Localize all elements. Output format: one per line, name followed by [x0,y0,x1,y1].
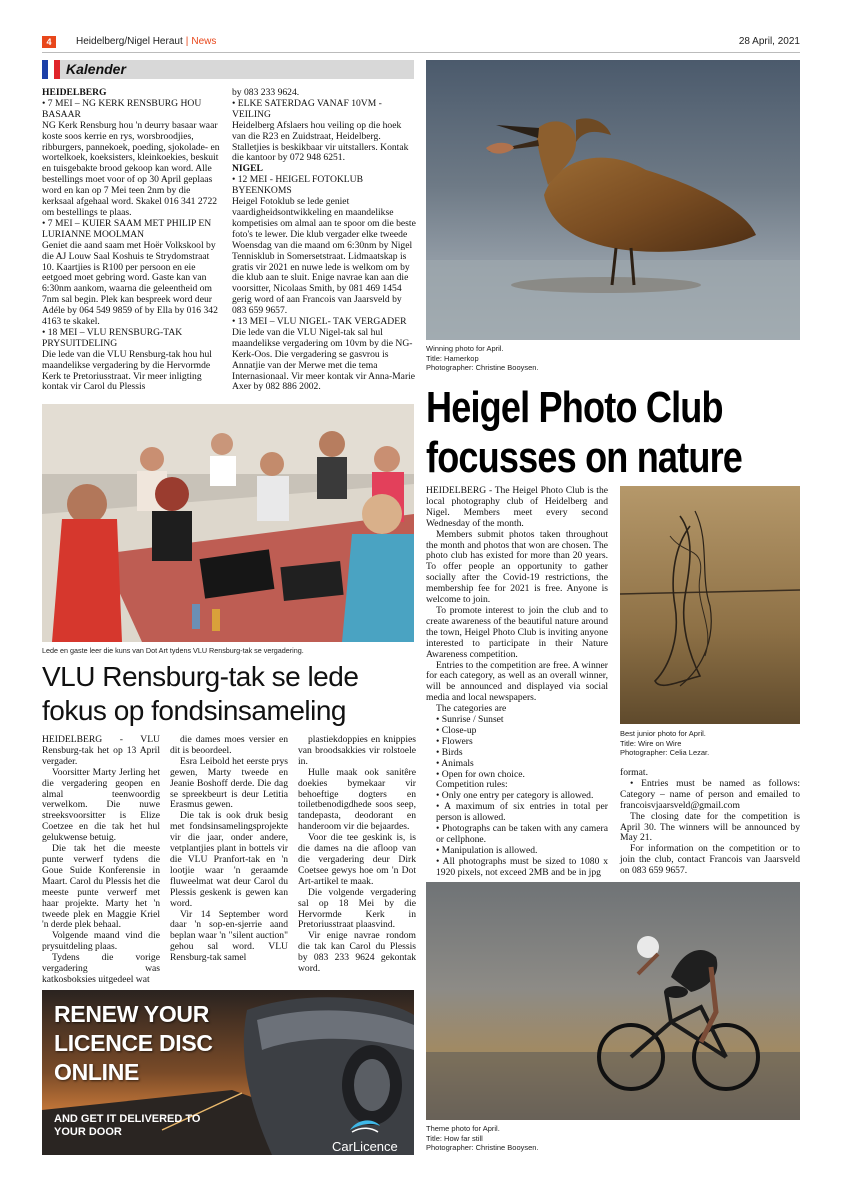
caption-line: Theme photo for April. [426,1124,500,1133]
article-paragraph: Die tak is ook druk besig met fondsinsamelingsprojekte vir die jaar, onder andere, vetplantjies plant in bottels vir die VLU Pranfort-tak en 'n lootjie waar 'n geraamde fluweelmat wat deur Carol du Plessis geskenk is gewen kan word. [170,810,288,909]
rule-item: • Manipulation is allowed. [436,846,608,857]
caption-line: Title: How far still [426,1133,483,1143]
vlu-column-1 [42,735,160,986]
hamerkop-photo [426,60,800,340]
page-header [42,34,800,53]
kalender-entry: • ELKE SATERDAG VANAF 10VM - VEILING [232,97,382,120]
rules-list [426,791,608,878]
kalender-entry: • 18 MEI – VLU RENSBURG-TAK PRYSUITDELING [42,326,183,349]
publication-name [76,36,216,47]
article-paragraph: Vir enige navrae rondom die tak kan Carol du Plessis by 083 233 9624 gekontak word. [298,930,416,975]
kalender-entry: Die lede van die VLU Rensburg-tak hou hul maandelikse vergadering by die Hervormde Kerk te Pretoriusstraat. Vir meer inligting kontak vir Carol du Plessis [42,348,212,393]
vlu-column-3 [298,735,416,975]
article-paragraph: • Entries must be named as follows: Category – name of person and emailed to francoisvjaarsveld@gmail.com [620,777,800,811]
category-item: • Open for own choice. [436,770,608,781]
ad-logo-text: CarLicence [332,1139,398,1154]
ad-subtitle-line: AND GET IT DELIVERED TO [54,1113,201,1125]
headline-line: fokus op fondsinsameling [42,695,346,726]
rule-item: • Only one entry per category is allowed. [436,791,608,802]
swirl-logo-icon [348,1118,382,1134]
carlicence-logo [332,1118,398,1154]
kalender-column-2 [232,88,416,393]
categories-list [426,715,608,780]
article-paragraph: die dames moes versier en dit is beoordeel. [170,734,288,756]
dot-art-caption: Lede en gaste leer die kuns van Dot Art tydens VLU Rensburg-tak se vergadering. [42,646,304,655]
rule-item: • Photographs can be taken with any camera or cellphone. [436,824,608,846]
kalender-section-bar [42,60,414,79]
kalender-entry: • 12 MEI - HEIGEL FOTOKLUB BYEENKOMS [232,174,363,197]
headline-line: Heigel Photo Club [426,383,723,432]
winning-photo-caption [426,344,726,373]
kalender-entry: Heidelberg Afslaers hou veiling op die hoek van die R23 en Zuidstraat, Heidelberg. Stalletjies is beskikbaar vir uitstallers. Kontak die kantoor by 072 948 6251. [232,119,409,164]
junior-photo-caption [620,729,800,758]
kalender-entry: Geniet die aand saam met Hoër Volkskool by die AJ Louw Saal Koshuis te Strydomstraat 10. Kaartjies is R100 per persoon en eie eetgoed moet gebring word. Gaste kan van 6:30nm aankom, waarna die geleentheid om 7nm sal begin. Plek kan bespreek word deur Adéle by 064 549 9859 of by Ella by 016 342 4163 te skakel. [42,239,218,328]
article-paragraph: Entries to the competition are free. A winner for each category, as well as an overall winner, will be announced and displayed via social media and local newspapers. [426,659,608,704]
kalender-entry: • 13 MEI – VLU NIGEL- TAK VERGADER [232,316,407,328]
article-paragraph: Hulle maak ook sanitêre doekies bymekaar vir behoeftige dogters en toiletbenodigdhede soos seep, tandepasta, deodorant en handeroom vir die bejaardes. [298,766,416,833]
category-item: • Birds [436,748,608,759]
kalender-entry: • 7 MEI – KUIER SAAM MET PHILIP EN LURIANNE MOOLMAN [42,217,212,240]
ad-subtitle-line: YOUR DOOR [54,1126,122,1138]
kalender-column-1 [42,88,222,393]
flag-icon [42,60,60,79]
article-paragraph: plastiekdoppies en knippies van broodsakkies vir rolstoele in. [298,734,416,767]
article-paragraph: HEIDELBERG - VLU Rensburg-tak het op 13 April vergader. [42,734,160,767]
cyclist-photo [426,882,800,1120]
section-name: News [191,36,217,47]
kalender-entry: by 083 233 9624. [232,87,300,98]
article-paragraph: format. [620,767,648,778]
article-paragraph: Voorsitter Marty Jerling het die vergadering geopen en almal teenwoordig verwelkom. Die nuwe streeksvoorsitter is Elize Coetzee en die tak het hul gelukwense betuig. [42,766,160,844]
photo-club-body-2 [620,768,800,877]
category-item: • Close-up [436,726,608,737]
dot-art-photo [42,404,414,642]
article-paragraph: Esra Leibold het eerste prys gewen, Marty tweede en Jeanie Boshoff derde. Die dag se spreekbeurt is deur Letitia Erasmus gewen. [170,755,288,811]
carlicence-advertisement[interactable] [42,990,414,1155]
categories-intro: The categories are [436,703,507,715]
caption-line: Photographer: Christine Booysen. [426,1143,539,1152]
page-number: 4 [42,36,56,48]
caption-line: Photographer: Celia Lezar. [620,748,710,757]
rules-intro: Competition rules: [436,779,508,791]
kalender-title: Kalender [66,61,126,77]
wire-photo [620,486,800,724]
kalender-entry: Heigel Fotoklub se lede geniet vaardigheidsontwikkeling en maandelikse kompetisies om almal aan te spoor om die beste foto's te lewer. Die klub vergader elke tweede Woensdag van die maand om 6:30nm by Nigel Tennisklub in Somersetstraat. Lidmaatskap is gratis vir 2021 en nuwe lede is welkom om by die klub aan te sluit. Enige navrae kan aan die voorsitter, Nicolaas Smith, by 081 469 1454 gerig word of aan Francois van Jaarsveld by 083 659 9657. [232,196,416,317]
ad-title-line: RENEW YOUR [54,1001,210,1027]
article-paragraph: Die volgende vergadering sal op 18 Mei by die Hervormde Kerk in Pretoriusstraat plaasvind. [298,886,416,931]
issue-date: 28 April, 2021 [738,36,800,47]
paper-name: Heidelberg/Nigel Heraut [76,36,183,47]
headline-line: focusses on nature [426,433,743,482]
article-paragraph: To promote interest to join the club and to create awareness of the beautiful nature around the town, Heigel Photo Club is inviting anyone interested to participate in their Nature Awareness competition. [426,604,608,660]
rule-item: • All photographs must be sized to 1080 x 1920 pixels, not exceed 2MB and be in jpg [436,857,608,879]
caption-line: Photographer: Christine Booysen. [426,363,539,372]
vlu-column-2 [170,735,288,964]
kalender-entry: NG Kerk Rensburg hou 'n deurry basaar waar koste soos kerrie en rys, worsbroodjies, ribburgers, pannekoek, poeding, sjokolade- en wortelkoek, koeksisters, kleinkoekies, beskuit en tuisgebakte brood gekoop kan word. Alle bestellings moet voor of op 30 April geplaas word en kan op 7 Mei teen 2nm by die kerksaal afgehaal word. Skakel 016 341 2722 om bestellings te plaas. [42,119,220,218]
rule-item: • A maximum of six entries in total per person is allowed. [436,802,608,824]
caption-line: Best junior photo for April. [620,729,706,738]
kalender-heading: HEIDELBERG [42,87,107,98]
category-item: • Sunrise / Sunset [436,715,608,726]
article-paragraph: Tydens die vorige vergadering was katkosboksies uitgedeel wat [42,952,160,985]
vlu-headline [42,660,422,728]
kalender-heading: NIGEL [232,163,263,175]
article-paragraph: The closing date for the competition is April 30. The winners will be announced by May 21. [620,810,800,844]
category-item: • Animals [436,759,608,770]
caption-line: Title: Hamerkop [426,353,479,363]
article-paragraph: HEIDELBERG - The Heigel Photo Club is the local photography club of Heidelberg and Nigel. Members meet every second Wednesday of the month. [426,485,608,529]
headline-line: VLU Rensburg-tak se lede [42,661,359,692]
article-paragraph: Voor die tee geskink is, is die dames na die afloop van die vergadering deur Dirk Coetsee gewys hoe om 'n Dot Art-artikel te maak. [298,832,416,887]
caption-line: Title: Wire on Wire [620,738,682,748]
ad-title-line: ONLINE [54,1059,140,1085]
theme-photo-caption [426,1124,726,1153]
article-paragraph: Die tak het die meeste punte verwerf tydens die Goue Suide Konferensie in Maart. Carol du Plessis het die meeste punte verwerf met haar projekte. Marty het 'n tweede plek en Maggie Kriel 'n derde plek behaal. [42,843,160,931]
article-paragraph: For information on the competition or to join the club, contact Francois van Jaarsveld on 083 659 9657. [620,843,800,877]
kalender-entry: • 7 MEI – NG KERK RENSBURG HOU BASAAR [42,97,202,120]
ad-title-line: LICENCE DISC [54,1030,213,1056]
header-separator: | [185,36,189,47]
kalender-entry: Die lede van die VLU Nigel-tak sal hul maandelikse vergadering om 10vm by die NG-Kerk-Oos. Die vergadering se gasvrou is Annatjie van der Merwe met die tema Internasionaal. Vir meer kontak vir Anna-Marie Axer by 082 886 2002. [232,326,416,393]
photo-club-body-1 [426,486,608,879]
article-paragraph: Members submit photos taken throughout the month and photos that won are chosen. The photo club has existed for more than 20 years. To offer people an opportunity to gather socially after the Covid-19 restrictions, the membership fee for 2021 is free. Anyone is welcome to join. [426,528,608,606]
category-item: • Flowers [436,737,608,748]
photo-club-headline [426,383,746,483]
article-paragraph: Volgende maand vind die prysuitdeling plaas. [42,930,160,953]
article-paragraph: Vir 14 September word daar 'n sop-en-sjerrie aand beplan waar 'n "silent auction" gehou sal word. VLU Rensburg-tak samel [170,908,288,964]
caption-line: Winning photo for April. [426,344,504,353]
